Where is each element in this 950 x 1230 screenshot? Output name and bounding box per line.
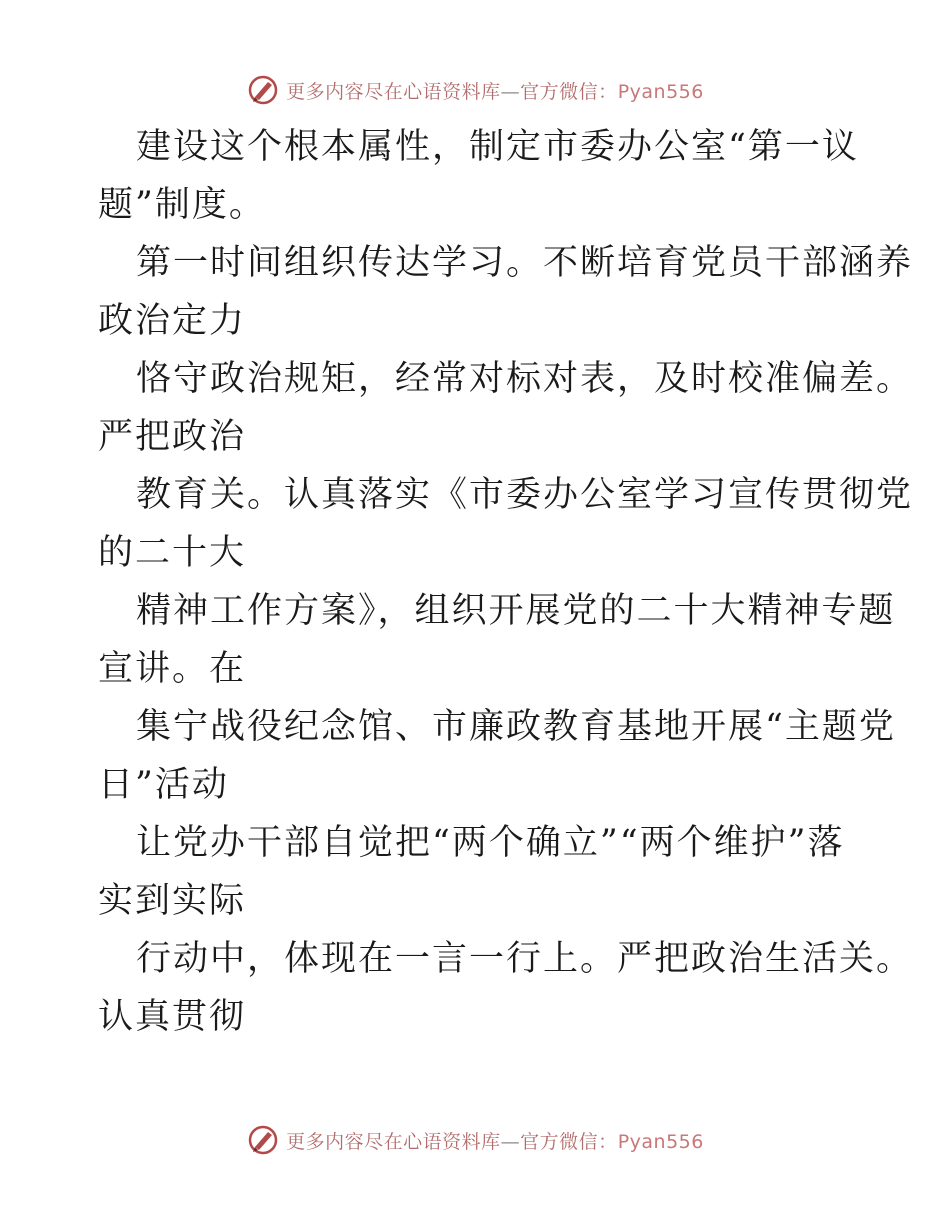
body-line: 恪守政治规矩，经常对标对表，及时校准偏差。 xyxy=(136,359,914,399)
body-line: 精神工作方案》，组织开展党的二十大精神专题 xyxy=(136,591,896,631)
body-line: 严把政治 xyxy=(98,417,247,457)
body-line: 宣讲。在 xyxy=(98,649,247,689)
body-line: 让党办干部自觉把“两个确立”“两个维护”落 xyxy=(136,823,845,863)
body-line: 建设这个根本属性，制定市委办公室“第一议 xyxy=(136,127,859,167)
footer-wechat-id: Pyan556 xyxy=(617,1130,704,1153)
body-line: 集宁战役纪念馆、市廉政教育基地开展“主题党 xyxy=(136,707,896,747)
body-line: 认真贯彻 xyxy=(98,997,247,1037)
header-text: 更多内容尽在心语资料库—官方微信：Pyan556 xyxy=(286,80,704,103)
pen-circle-icon xyxy=(246,1123,280,1157)
header-wechat-id: Pyan556 xyxy=(617,80,704,103)
body-line: 日”活动 xyxy=(98,765,229,805)
footer-banner xyxy=(0,1120,950,1160)
body-line: 的二十大 xyxy=(98,533,247,573)
body-line: 政治定力 xyxy=(98,301,247,341)
document-body xyxy=(98,118,914,1046)
body-line: 教育关。认真落实《市委办公室学习宣传贯彻党 xyxy=(136,475,914,515)
body-line: 行动中，体现在一言一行上。严把政治生活关。 xyxy=(136,939,914,979)
body-line: 题”制度。 xyxy=(98,185,266,225)
header-banner xyxy=(0,70,950,110)
body-line: 实到实际 xyxy=(98,881,247,921)
footer-text: 更多内容尽在心语资料库—官方微信：Pyan556 xyxy=(286,1130,704,1153)
body-line: 第一时间组织传达学习。不断培育党员干部涵养 xyxy=(136,243,914,283)
pen-circle-icon xyxy=(246,73,280,107)
